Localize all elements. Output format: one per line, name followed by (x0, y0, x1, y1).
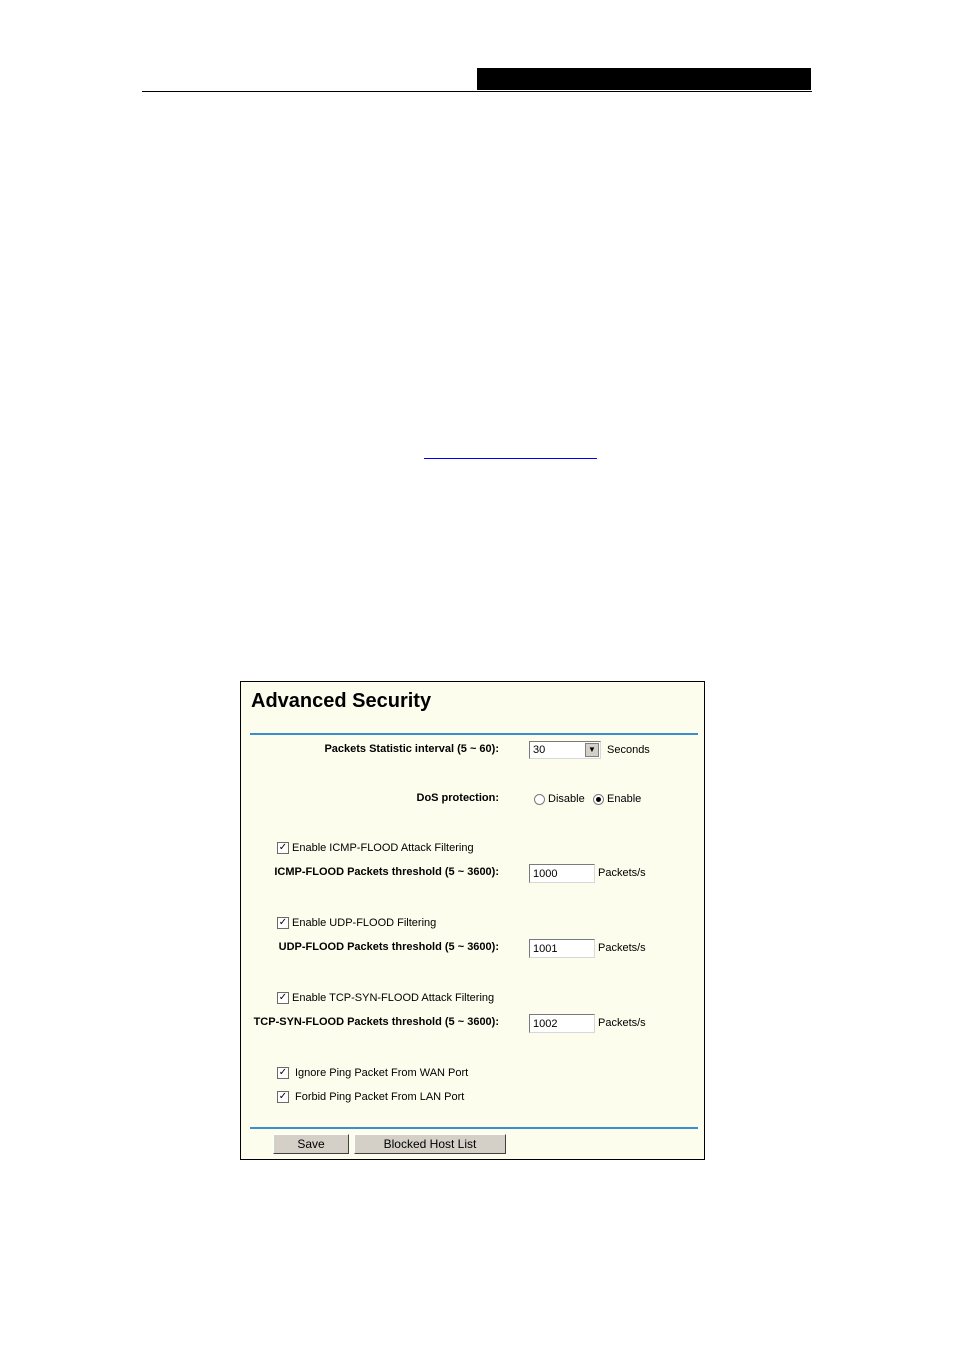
packets-statistic-unit: Seconds (607, 744, 650, 756)
top-divider (250, 733, 698, 735)
tcp-filter-checkbox[interactable]: ✓ (278, 992, 288, 1003)
panel-title: Advanced Security (251, 690, 432, 712)
udp-filter-checkbox[interactable]: ✓ (278, 917, 288, 928)
icmp-filter-checkbox[interactable]: ✓ (278, 842, 288, 853)
forbid-ping-lan-checkbox[interactable]: ✓ (278, 1091, 288, 1102)
blocked-host-list-button[interactable]: Blocked Host List (354, 1134, 506, 1154)
advanced-security-panel (240, 681, 705, 1160)
udp-filter-label: Enable UDP-FLOOD Filtering (292, 917, 437, 929)
ignore-ping-wan-label: Ignore Ping Packet From WAN Port (295, 1067, 469, 1079)
hyperlink-underline[interactable] (424, 458, 597, 459)
ignore-ping-wan-checkbox[interactable]: ✓ (278, 1067, 288, 1078)
packets-statistic-label: Packets Statistic interval (5 ~ 60): (324, 743, 499, 755)
udp-threshold-input[interactable] (529, 939, 595, 958)
forbid-ping-lan-label: Forbid Ping Packet From LAN Port (295, 1091, 465, 1103)
dos-enable-label: Enable (607, 793, 642, 805)
icmp-threshold-unit: Packets/s (598, 867, 646, 879)
tcp-threshold-label: TCP-SYN-FLOOD Packets threshold (5 ~ 3600): (253, 1016, 499, 1028)
chevron-down-icon[interactable]: ▼ (585, 743, 599, 757)
icmp-filter-label: Enable ICMP-FLOOD Attack Filtering (292, 842, 474, 854)
save-button[interactable]: Save (273, 1134, 349, 1154)
icmp-threshold-input[interactable] (529, 864, 595, 883)
dos-disable-label: Disable (548, 793, 585, 805)
header-rule (142, 91, 812, 92)
tcp-filter-label: Enable TCP-SYN-FLOOD Attack Filtering (292, 992, 495, 1004)
tcp-threshold-unit: Packets/s (598, 1017, 646, 1029)
dos-enable-radio[interactable] (593, 794, 604, 805)
dos-protection-label: DoS protection: (416, 792, 499, 804)
packets-statistic-select[interactable] (529, 741, 601, 759)
udp-threshold-label: UDP-FLOOD Packets threshold (5 ~ 3600): (278, 941, 499, 953)
udp-threshold-unit: Packets/s (598, 942, 646, 954)
icmp-threshold-label: ICMP-FLOOD Packets threshold (5 ~ 3600): (274, 866, 499, 878)
bottom-divider (250, 1127, 698, 1129)
header-bar (477, 68, 811, 90)
dos-disable-radio[interactable] (534, 794, 545, 805)
tcp-threshold-input[interactable] (529, 1014, 595, 1033)
packets-statistic-value: 30 (533, 744, 546, 756)
